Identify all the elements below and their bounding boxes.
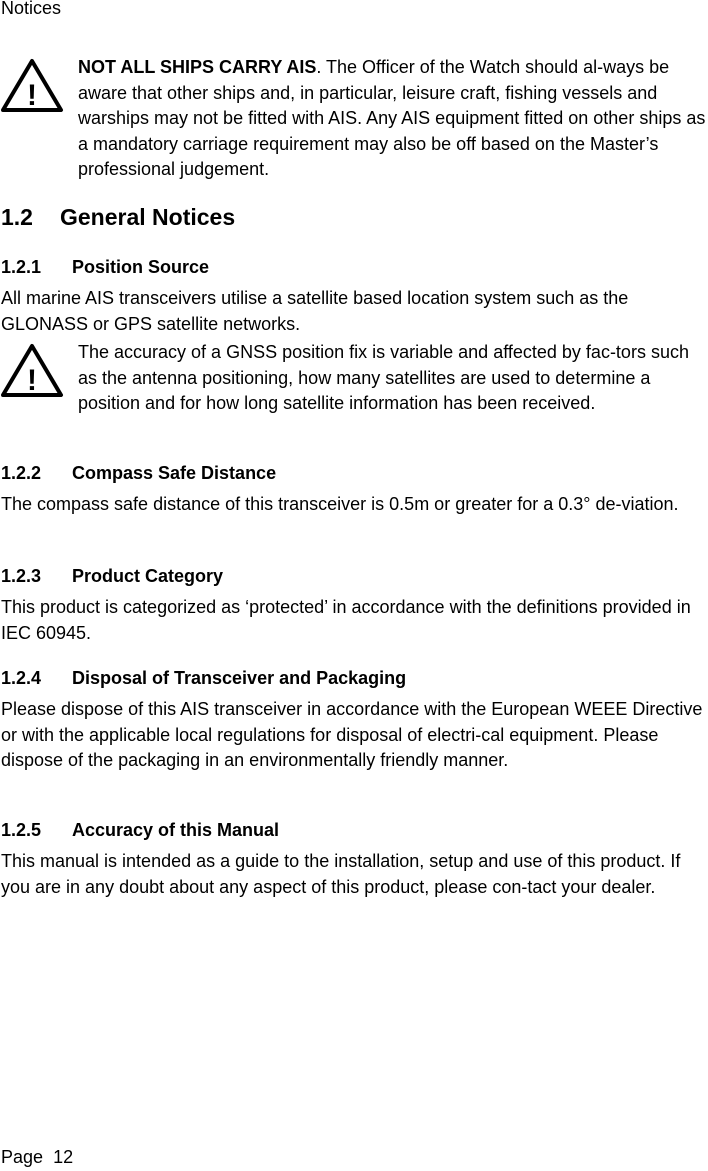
- page-footer: [1, 1147, 73, 1168]
- section-title: General Notices: [60, 204, 236, 230]
- warning-text: The accuracy of a GNSS position fix is variable and affected by fac-tors such as the antenna positioning, how many satellites are used to determine a position and for how long satellite information has been received.: [78, 342, 689, 413]
- subsection-number: 1.2.3: [1, 566, 42, 586]
- paragraph: This product is categorized as ‘protected’ in accordance with the definitions provided in IEC 60945.: [1, 597, 691, 643]
- warning-triangle-icon: [0, 340, 65, 400]
- running-header: Notices: [1, 0, 62, 18]
- svg-text:!: !: [27, 79, 37, 112]
- subsection-title: Product Category: [72, 566, 224, 586]
- subsection-number: 1.2.2: [1, 463, 42, 483]
- svg-text:!: !: [27, 364, 37, 397]
- section-heading: [1, 204, 235, 231]
- paragraph: Please dispose of this AIS transceiver in accordance with the European WEEE Directive or with the applicable local regulations for disposal of electri-cal equipment. Please dispose of the packaging in an environmentally friendly manner.: [1, 699, 703, 770]
- subsection-title: Compass Safe Distance: [72, 463, 277, 483]
- subsection-heading: [1, 257, 209, 278]
- paragraph: The compass safe distance of this transceiver is 0.5m or greater for a 0.3° de-viation.: [1, 494, 679, 514]
- section-number: 1.2: [1, 204, 33, 230]
- paragraph: All marine AIS transceivers utilise a satellite based location system such as the GLONASS or GPS satellite networks.: [1, 288, 629, 334]
- warning-text: [78, 55, 706, 183]
- subsection-heading: [1, 566, 223, 587]
- subsection-title: Accuracy of this Manual: [72, 820, 280, 840]
- paragraph: This manual is intended as a guide to the installation, setup and use of this product. If you are in any doubt about any aspect of this product, please con-tact your dealer.: [1, 851, 681, 897]
- subsection-heading: [1, 820, 279, 841]
- subsection-number: 1.2.4: [1, 668, 42, 688]
- subsection-title: Position Source: [72, 257, 210, 277]
- subsection-number: 1.2.5: [1, 820, 42, 840]
- subsection-number: 1.2.1: [1, 257, 42, 277]
- subsection-heading: [1, 668, 406, 689]
- page-number: 12: [53, 1147, 74, 1167]
- warning-body: . The Officer of the Watch should al-ways be aware that other ships and, in particular, leisure craft, fishing vessels and warships may not be fitted with AIS. Any AIS equipment fitted on other ships as a mandatory carriage requirement may also be off based on the Master’s professional judgement.: [78, 57, 706, 179]
- subsection-title: Disposal of Transceiver and Packaging: [72, 668, 407, 688]
- subsection-heading: [1, 463, 276, 484]
- page-label: Page: [1, 1147, 44, 1167]
- warning-bold-lead: NOT ALL SHIPS CARRY AIS: [78, 57, 317, 77]
- warning-triangle-icon: [0, 55, 65, 115]
